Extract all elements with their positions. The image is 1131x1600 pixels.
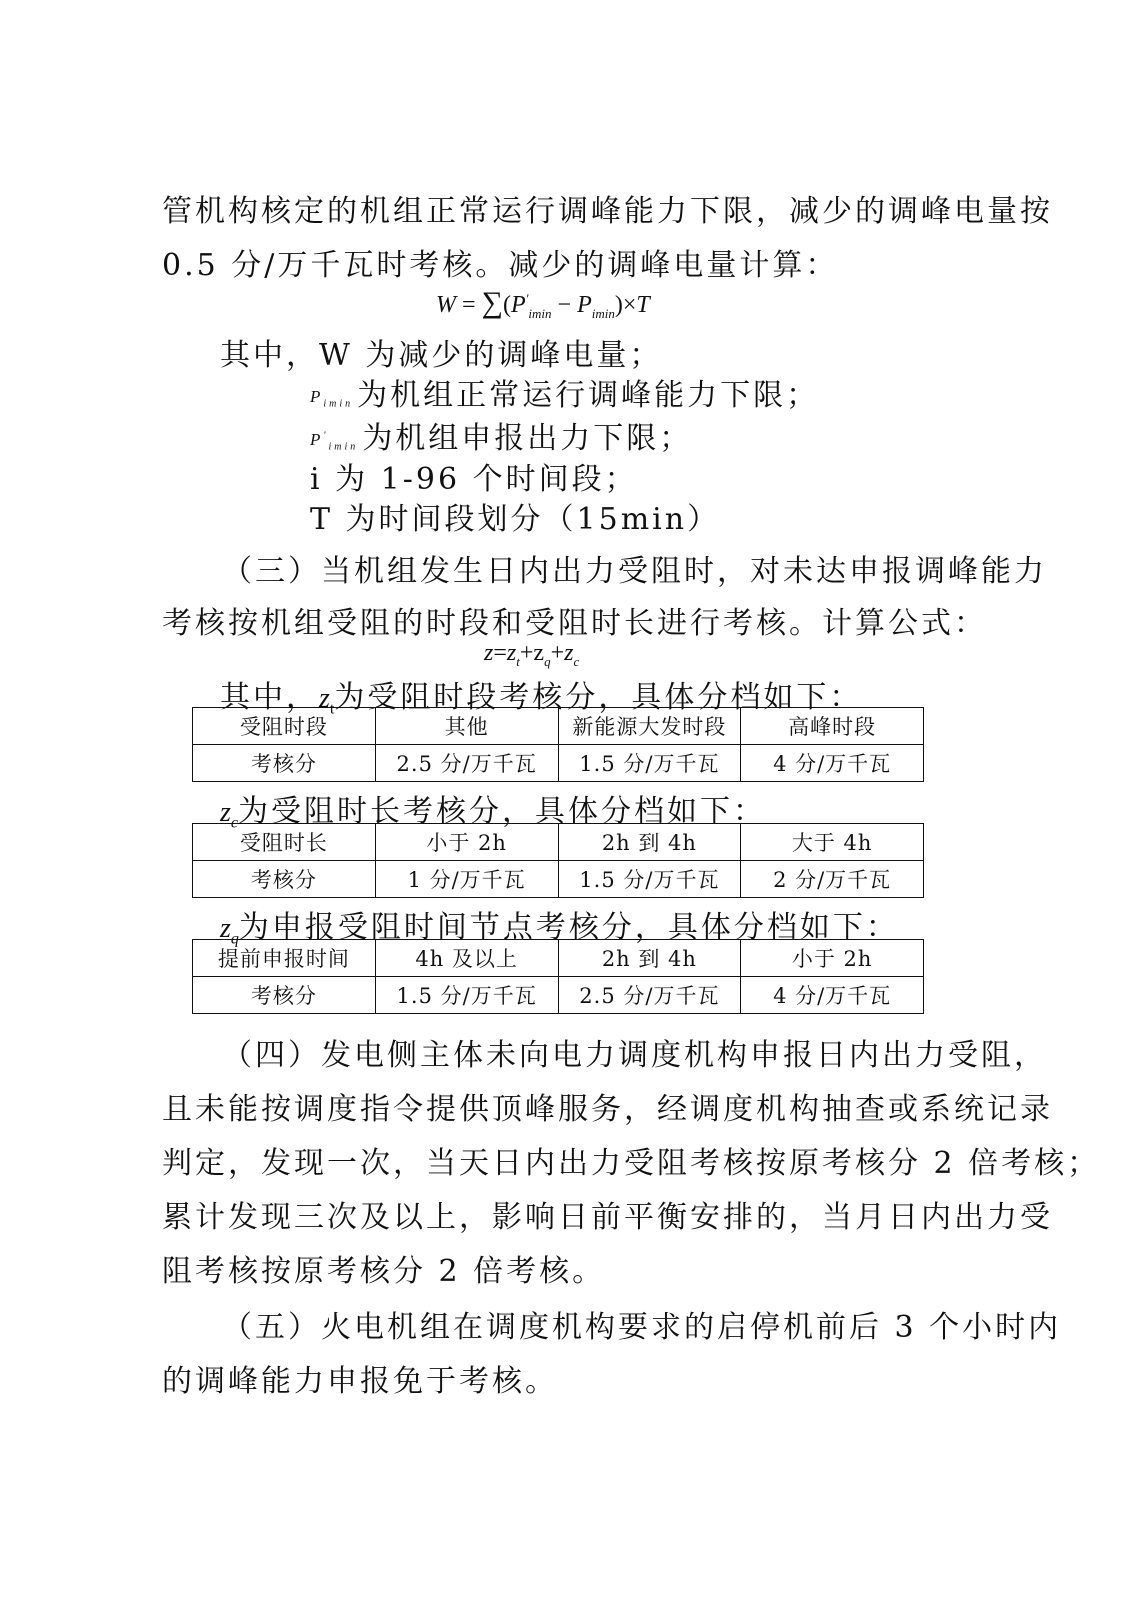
table-row (193, 745, 924, 782)
table-cell: 受阻时段 (193, 708, 376, 745)
table-cell: 1.5 分/万千瓦 (375, 977, 558, 1014)
where-item-pmin: $P_{imin}$ 为机组正常运行调峰能力下限； (310, 378, 820, 413)
table-cell: 2 分/万千瓦 (741, 861, 924, 898)
table-header-row (193, 824, 924, 861)
section-3-line: 考核按机组受阻的时段和受阻时长进行考核。计算公式： (162, 606, 987, 641)
section-4-line: 阻考核按原考核分 2 倍考核。 (162, 1254, 606, 1289)
zq-intro: $z_q$为申报受阻时间节点考核分，具体分档如下： (220, 910, 899, 948)
table-cell: 考核分 (193, 861, 376, 898)
section-5-line: （五）火电机组在调度机构要求的启停机前后 3 个小时内 (222, 1310, 1062, 1345)
table-cell: 1.5 分/万千瓦 (558, 745, 741, 782)
table-cell: 2.5 分/万千瓦 (375, 745, 558, 782)
table-cell: 4 分/万千瓦 (741, 977, 924, 1014)
zq-symbol: $z_q$ (220, 913, 239, 948)
table-duration (192, 823, 924, 898)
table-cell: 2h 到 4h (558, 824, 741, 861)
pmin-prime-symbol: $P'_{imin}$ (310, 430, 359, 453)
section-4-line: 判定，发现一次，当天日内出力受阻考核按原考核分 2 倍考核； (162, 1146, 1101, 1181)
table-cell: 考核分 (193, 745, 376, 782)
zt-intro: 其中，$z_t$为受阻时段考核分，具体分档如下： (220, 680, 863, 718)
table-cell: 小于 2h (375, 824, 558, 861)
table-cell: 其他 (375, 708, 558, 745)
section-3-line: （三）当机组发生日内出力受阻时，对未达申报调峰能力 (222, 554, 1047, 589)
table-cell: 1.5 分/万千瓦 (558, 861, 741, 898)
where-item-pmin-prime: $P'_{imin}$ 为机组申报出力下限； (310, 421, 693, 456)
where-intro: 其中，W 为减少的调峰电量； (220, 338, 663, 373)
table-cell: 小于 2h (741, 940, 924, 977)
formula-z: $z=z_t+z_q+z_c$ (484, 640, 580, 669)
pmin-symbol: $P_{imin}$ (310, 387, 354, 410)
table-cell: 4 分/万千瓦 (741, 745, 924, 782)
section-4-line: （四）发电侧主体未向电力调度机构申报日内出力受阻， (222, 1038, 1047, 1073)
table-time-period (192, 707, 924, 782)
section-4-line: 累计发现三次及以上，影响日前平衡安排的，当月日内出力受 (162, 1200, 1053, 1235)
table-cell: 受阻时长 (193, 824, 376, 861)
where-item-t: T 为时间段划分（15min） (310, 502, 721, 537)
table-cell: 高峰时段 (741, 708, 924, 745)
table-cell: 4h 及以上 (375, 940, 558, 977)
table-row (193, 861, 924, 898)
table-cell: 考核分 (193, 977, 376, 1014)
table-declaration-time (192, 939, 924, 1014)
table-row (193, 977, 924, 1014)
table-cell: 新能源大发时段 (558, 708, 741, 745)
table-header-row (193, 940, 924, 977)
table-cell: 1 分/万千瓦 (375, 861, 558, 898)
table-cell: 2.5 分/万千瓦 (558, 977, 741, 1014)
zc-intro: $z_c$为受阻时长考核分，具体分档如下： (220, 794, 767, 832)
zt-symbol: $z_t$ (319, 683, 335, 718)
paragraph-line: 0.5 分/万千瓦时考核。减少的调峰电量计算： (162, 248, 839, 283)
table-header-row (193, 708, 924, 745)
table-cell: 2h 到 4h (558, 940, 741, 977)
paragraph-line: 管机构核定的机组正常运行调峰能力下限，减少的调峰电量按 (162, 194, 1053, 229)
where-item-i: i 为 1-96 个时间段； (310, 462, 638, 497)
zc-symbol: $z_c$ (220, 797, 239, 832)
table-cell: 提前申报时间 (193, 940, 376, 977)
table-cell: 大于 4h (741, 824, 924, 861)
section-5-line: 的调峰能力申报免于考核。 (162, 1364, 558, 1399)
section-4-line: 且未能按调度指令提供顶峰服务，经调度机构抽查或系统记录 (162, 1092, 1053, 1127)
formula-w: $W = \sum(P'_{imin} - P_{imin})\times T$ (436, 286, 650, 321)
